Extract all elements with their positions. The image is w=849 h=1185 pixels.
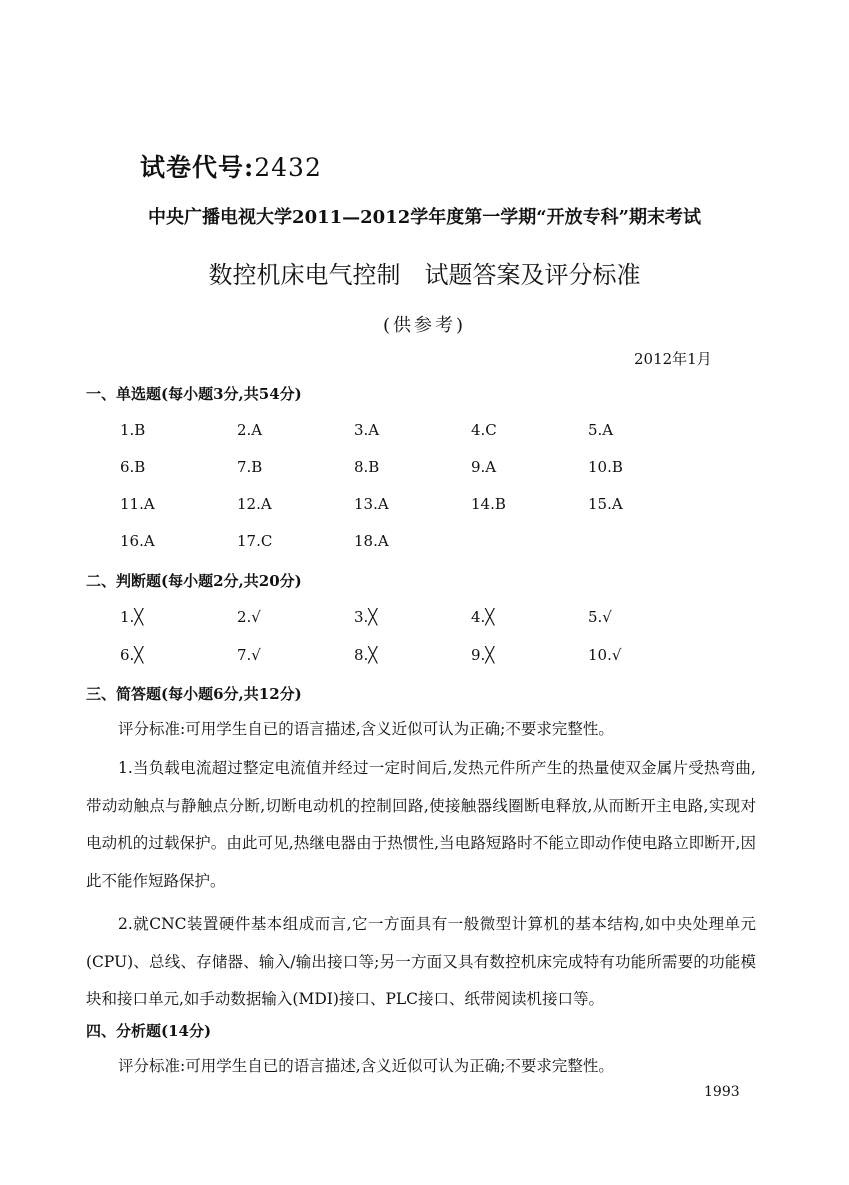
- section-heading-analysis: 四、分析题(14分): [86, 1022, 212, 1040]
- answer-item: 5.√: [588, 608, 612, 626]
- answer-item: 14.B: [471, 495, 506, 513]
- section-heading-true-false: 二、判断题(每小题2分,共20分): [86, 572, 302, 590]
- answer-item: 9.╳: [471, 646, 495, 664]
- answer-item: 8.╳: [354, 646, 378, 664]
- exam-date: 2012年1月: [634, 350, 712, 368]
- paper-code: [140, 148, 322, 184]
- answer-item: 4.╳: [471, 608, 495, 626]
- answer-item: 18.A: [354, 532, 389, 550]
- document-title: 数控机床电气控制 试题答案及评分标准: [208, 261, 641, 289]
- answer-item: 6.╳: [120, 646, 144, 664]
- answer-item: 15.A: [588, 495, 623, 513]
- answer-item: 13.A: [354, 495, 389, 513]
- answer-item: 12.A: [237, 495, 272, 513]
- answer-item: 5.A: [588, 421, 614, 439]
- answer-item: 1.╳: [120, 608, 144, 626]
- answer-paragraph-2: 2.就CNC装置硬件基本组成而言,它一方面具有一般微型计算机的基本结构,如中央处理单元(CPU)、总线、存储器、输入/输出接口等;另一方面又具有数控机床完成特有功能所需要的功能模块和接口单元,如手动数据输入(MDI)接口、PLC接口、纸带阅读机接口等。: [86, 915, 756, 1009]
- answer-item: 7.B: [237, 458, 263, 476]
- answer-item: 1.B: [120, 421, 146, 439]
- answer-item: 11.A: [120, 495, 155, 513]
- paper-code-number: 2432: [254, 153, 322, 182]
- answer-item: 3.A: [354, 421, 380, 439]
- section-heading-single-choice: 一、单选题(每小题3分,共54分): [86, 385, 302, 403]
- answer-item: 4.C: [471, 421, 497, 439]
- answer-item: 10.√: [588, 646, 622, 664]
- answer-item: 2.√: [237, 608, 261, 626]
- answer-item: 16.A: [120, 532, 155, 550]
- answer-item: 6.B: [120, 458, 146, 476]
- answer-item: 17.C: [237, 532, 273, 550]
- section-heading-short-answer: 三、简答题(每小题6分,共12分): [86, 685, 302, 703]
- scoring-criteria: 评分标准:可用学生自已的语言描述,含义近似可认为正确;不要求完整性。: [118, 1057, 614, 1075]
- university-line: 中央广播电视大学2011—2012学年度第一学期“开放专科”期末考试: [148, 207, 701, 228]
- scoring-criteria: 评分标准:可用学生自已的语言描述,含义近似可认为正确;不要求完整性。: [118, 720, 614, 738]
- answer-paragraph-1: 1.当负载电流超过整定电流值并经过一定时间后,发热元件所产生的热量使双金属片受热弯曲,带动动触点与静触点分断,切断电动机的控制回路,使接触器线圈断电释放,从而断开主电路,实现对电动机的过载保护。由此可见,热继电器由于热惯性,当电路短路时不能立即动作使电路立即断开,因此不能作短路保护。: [86, 759, 756, 890]
- reference-note: (供参考): [382, 315, 467, 336]
- answer-item: 3.╳: [354, 608, 378, 626]
- answer-item: 8.B: [354, 458, 380, 476]
- answer-item: 2.A: [237, 421, 263, 439]
- answer-item: 9.A: [471, 458, 497, 476]
- paper-code-label: 试卷代号:: [140, 153, 255, 182]
- answer-item: 7.√: [237, 646, 261, 664]
- page-number: 1993: [704, 1084, 740, 1100]
- answer-item: 10.B: [588, 458, 623, 476]
